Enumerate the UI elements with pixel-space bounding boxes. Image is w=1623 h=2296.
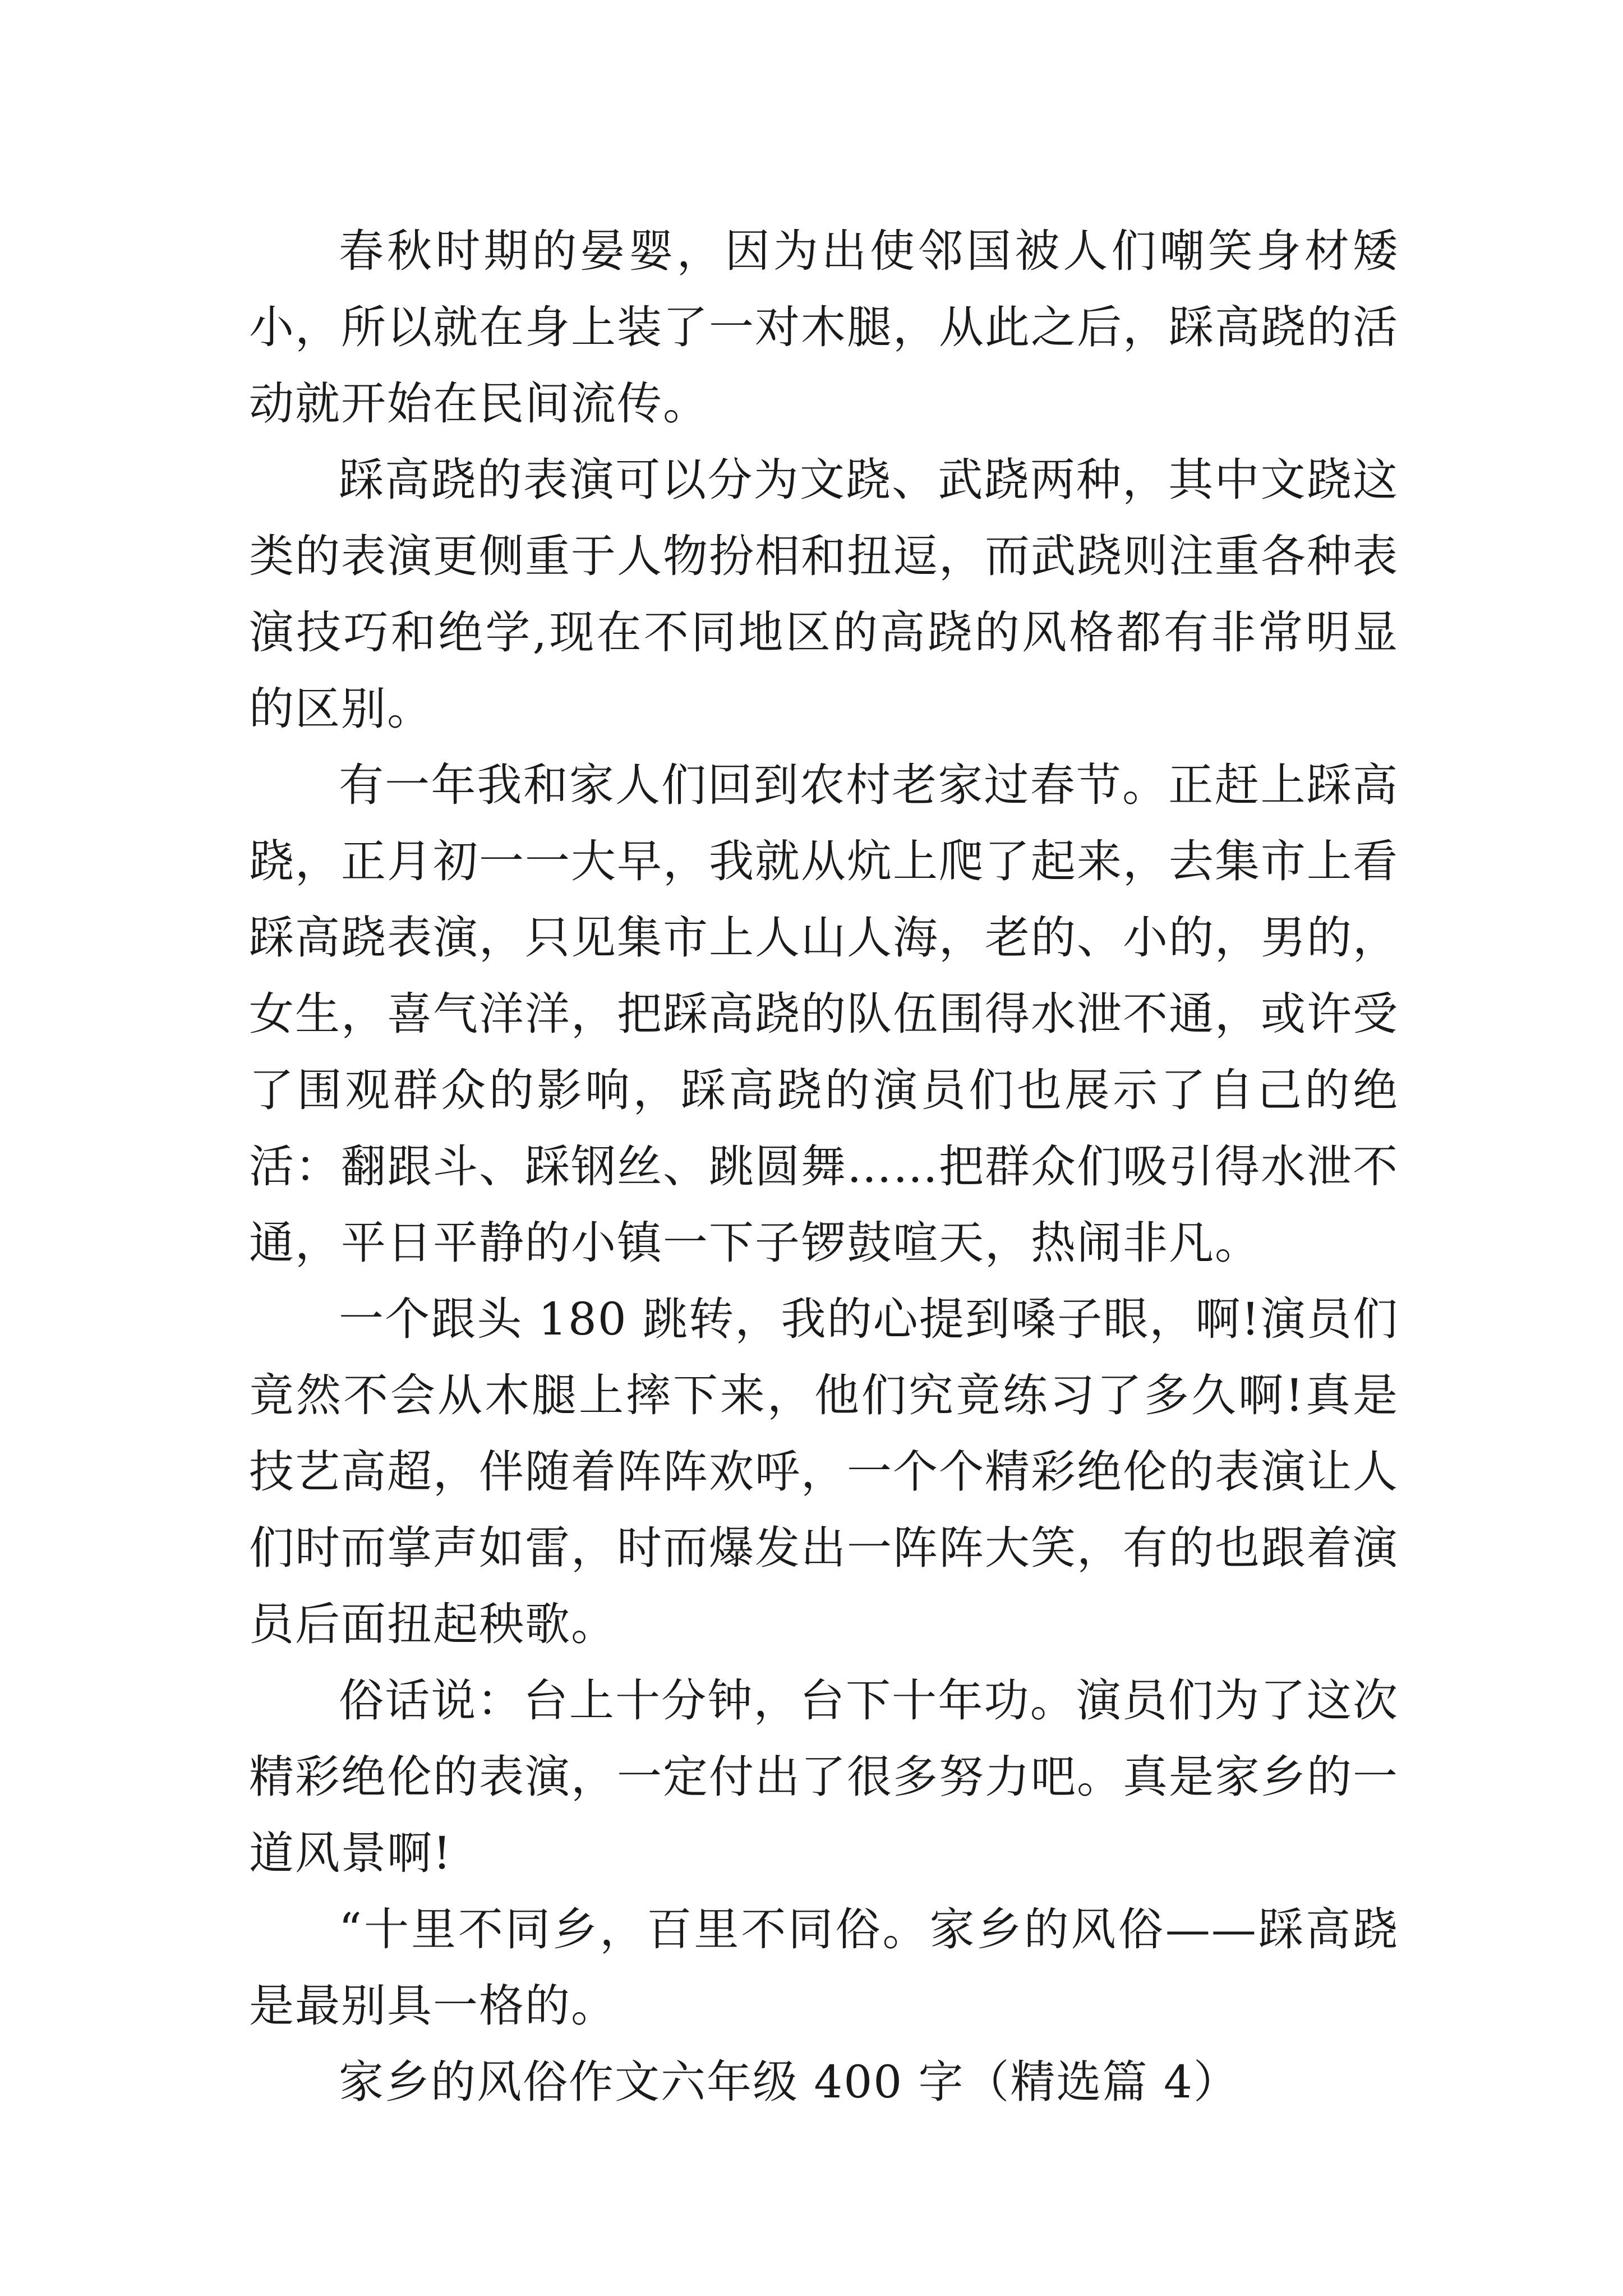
paragraph-proverb: 俗话说：台上十分钟，台下十年功。演员们为了这次精彩绝伦的表演，一定付出了很多努力吧。真是家乡的一道风景啊! — [249, 1674, 1399, 1879]
paragraph-conclusion: “十里不同乡，百里不同俗。家乡的风俗——踩高跷是最别具一格的。 — [249, 1903, 1399, 2032]
paragraph-performance-types: 踩高跷的表演可以分为文跷、武跷两种，其中文跷这类的表演更侧重于人物扮相和扭逗，而武跷则注重各种表演技巧和绝学,现在不同地区的高跷的风格都有非常明显的区别。 — [249, 454, 1399, 735]
section-heading: 家乡的风俗作文六年级 400 字（精选篇 4） — [339, 2056, 1239, 2108]
paragraph-yanying: 春秋时期的晏婴，因为出使邻国被人们嘲笑身材矮小，所以就在身上装了一对木腿，从此之后，踩高跷的活动就开始在民间流传。 — [249, 225, 1399, 430]
paragraph-spring-festival: 有一年我和家人们回到农村老家过春节。正赶上踩高跷，正月初一一大早，我就从炕上爬了起来，去集市上看踩高跷表演，只见集市上人山人海，老的、小的，男的，女生，喜气洋洋，把踩高跷的队伍围得水泄不通，或许受了围观群众的影响，踩高跷的演员们也展示了自己的绝活：翻跟斗、踩钢丝、跳圆舞……把群众们吸引得水泄不通，平日平静的小镇一下子锣鼓喧天，热闹非凡。 — [249, 759, 1399, 1269]
paragraph-somersault: 一个跟头 180 跳转，我的心提到嗓子眼，啊!演员们竟然不会从木腿上摔下来，他们究竟练习了多久啊!真是技艺高超，伴随着阵阵欢呼，一个个精彩绝伦的表演让人们时而掌声如雷，时而爆发出一阵阵大笑，有的也跟着演员后面扭起秧歌。 — [249, 1293, 1399, 1650]
document-body — [249, 213, 1399, 2120]
